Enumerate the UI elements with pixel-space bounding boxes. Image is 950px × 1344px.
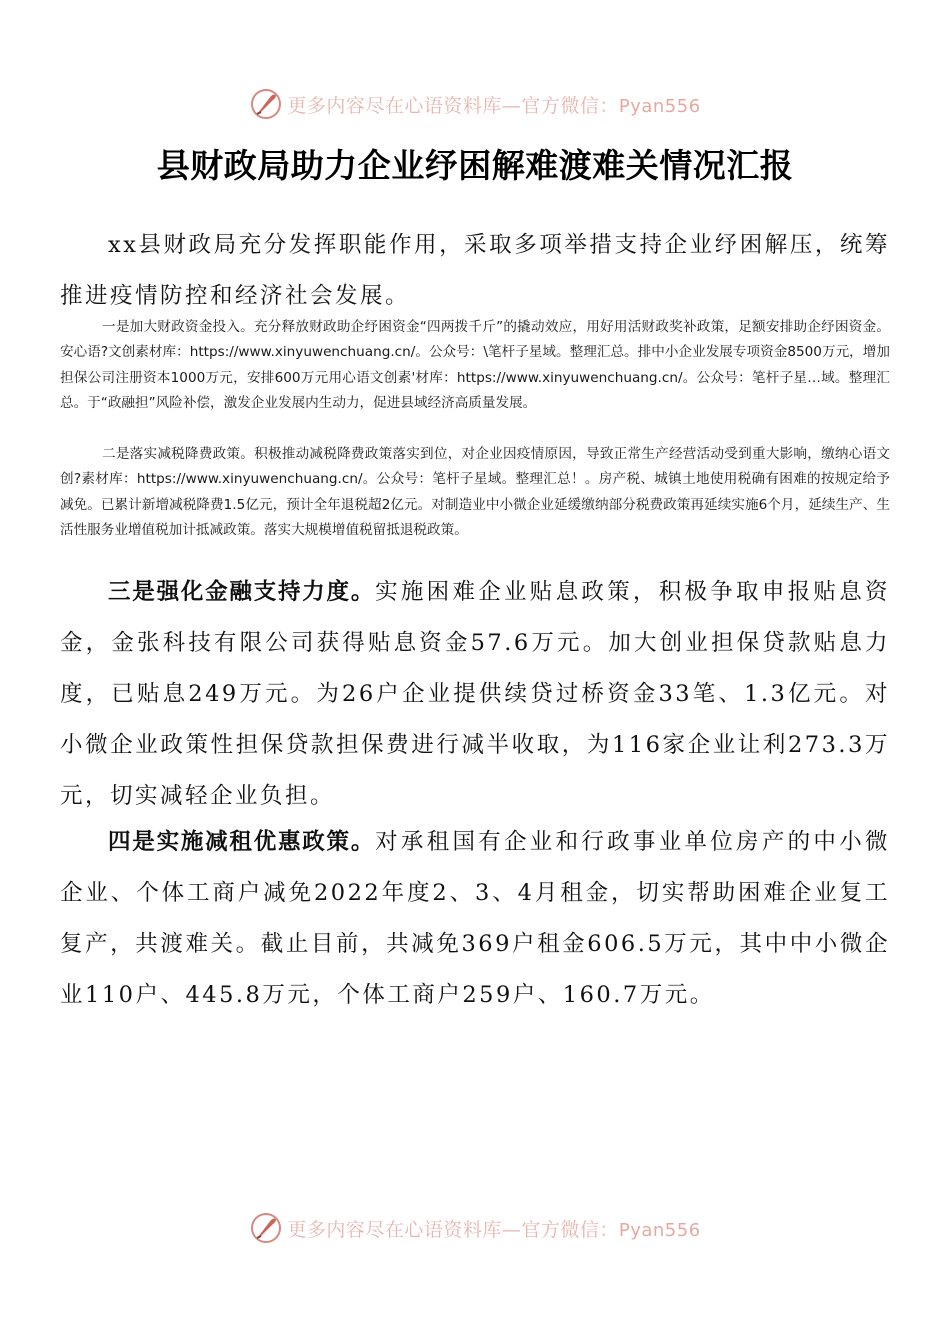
paragraph-financial-support	[60, 567, 890, 822]
intro-paragraph: xx县财政局充分发挥职能作用，采取多项举措支持企业纾困解压，统筹推进疫情防控和经济社会发展。	[60, 232, 890, 309]
paragraph-tax-reduction: 二是落实减税降费政策。积极推动减税降费政策落实到位，对企业因疫情原因，导致正常生产经营活动受到重大影响，缴纳心语文创?素材库：https://www.xinyuwenchuang.cn/。公众号：笔杆子星域。整理汇总！。房产税、城镇土地使用税确有困难的按规定给予减免。已累计新增减税降费1.5亿元，预计全年退税超2亿元。对制造业中小微企业延缓缴纳部分税费政策再延续实施6个月，延续生产、生活性服务业增值税加计抵减政策。落实大规模增值税留抵退税政策。	[60, 446, 890, 538]
header-watermark	[0, 84, 950, 124]
document-title: 县财政局助力企业纾困解难渡难关情况汇报	[156, 146, 794, 185]
watermark-wechat-id: Pyan556	[618, 95, 701, 117]
paragraph-rent-reduction	[60, 817, 890, 1021]
footer-watermark	[0, 1208, 950, 1248]
watermark-text: 更多内容尽在心语资料库—官方微信：Pyan556	[287, 1218, 701, 1241]
quill-pen-logo-icon	[249, 87, 283, 121]
watermark-wechat-id: Pyan556	[618, 1219, 701, 1241]
paragraph-financial-support-heading: 三是强化金融支持力度。	[108, 579, 376, 605]
paragraph-rent-reduction-heading: 四是实施减租优惠政策。	[108, 829, 376, 855]
paragraph-rent-reduction-body: 对承租国有企业和行政事业单位房产的中小微企业、个体工商户减免2022年度2、3、4月租金，切实帮助困难企业复工复产，共渡难关。截止目前，共减免369户租金606.5万元，其中中小微企业110户、445.8万元，个体工商户259户、160.7万元。	[60, 829, 890, 1008]
paragraph-fiscal-investment: 一是加大财政资金投入。充分释放财政助企纾困资金“四两拨千斤”的撬动效应，用好用活财政奖补政策，足额安排助企纾困资金。安心语?文创素材库：https://www.xinyuwenchuang.cn/。公众号：\笔杆子星域。整理汇总。排中小企业发展专项资金8500万元，增加担保公司注册资本1000万元，安排600万元用心语文创素'材库：https://www.xinyuwenchuang.cn/。公众号：笔杆子星…域。整理汇总。于“政融担”风险补偿，激发企业发展内生动力，促进县域经济高质量发展。	[60, 319, 890, 411]
paragraph-financial-support-body: 实施困难企业贴息政策，积极争取申报贴息资金，金张科技有限公司获得贴息资金57.6万元。加大创业担保贷款贴息力度，已贴息249万元。为26户企业提供续贷过桥资金33笔、1.3亿元。对小微企业政策性担保贷款担保费进行减半收取，为116家企业让利273.3万元，切实减轻企业负担。	[60, 579, 890, 809]
quill-pen-logo-icon	[249, 1211, 283, 1245]
watermark-text: 更多内容尽在心语资料库—官方微信：Pyan556	[287, 94, 701, 117]
